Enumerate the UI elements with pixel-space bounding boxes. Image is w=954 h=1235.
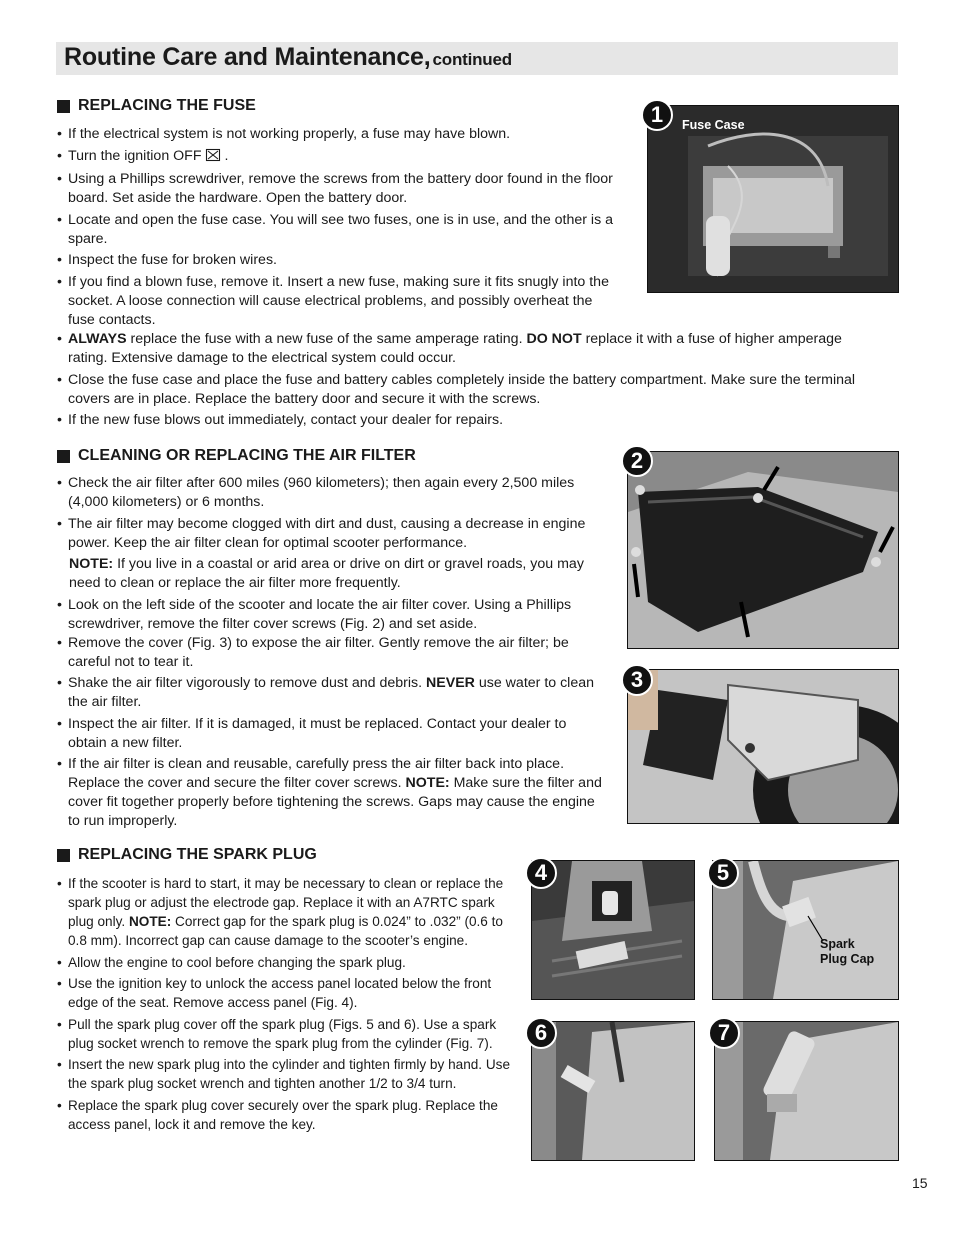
spark-plug-cap-label-line1: Spark: [820, 937, 855, 951]
figure-4-photo: [531, 860, 695, 1000]
emphasis-note: NOTE:: [128, 914, 172, 929]
list-item: [57, 125, 632, 144]
list-item: [57, 755, 603, 831]
ignition-off-icon: [205, 148, 221, 168]
list-item: [57, 974, 512, 1012]
list-item-text: Shake the air filter vigorously to remove dust and debris.: [68, 675, 427, 691]
list-item-text: If you find a blown fuse, remove it. Insert a new fuse, making sure it fits snugly into the socket. A loose connection will cause electrical problems, and possibly overheat the fuse contacts.: [68, 273, 609, 328]
figure-1-number: 1: [641, 99, 673, 131]
figure-1-photo: [647, 105, 899, 293]
spark-plug-cap-label-line2: Plug Cap: [820, 952, 875, 966]
list-item: [57, 411, 867, 430]
fuse-case-label: Fuse Case: [682, 118, 745, 132]
list-item: [57, 371, 867, 409]
list-item: [57, 170, 632, 208]
list-item-text: Correct gap for the spark plug is 0.024” to .032” (0.6 to 0.8 mm). Incorrect gap can cause damage to the scooter’s engine.: [68, 914, 503, 948]
section-heading-spark-plug-text: REPLACING THE SPARK PLUG: [78, 846, 317, 863]
figure-4-number: 4: [525, 857, 557, 889]
figure-7-photo: [714, 1021, 899, 1161]
list-item-text: Inspect the fuse for broken wires.: [68, 252, 277, 268]
access-panel-illustration: [532, 861, 694, 999]
section-heading-air-filter: [57, 447, 416, 465]
list-item: [57, 634, 603, 672]
list-item-text: replace it with a fuse of higher amperage rating. Extensive damage to the electrical system could occur.: [68, 331, 842, 366]
page-number: 15: [912, 1175, 928, 1191]
list-item-text: replace the fuse with a new fuse of the same amperage rating.: [126, 331, 527, 347]
page-header: [56, 42, 898, 75]
figure-6-number: 6: [525, 1017, 557, 1049]
list-item: [57, 953, 512, 972]
list-item: [57, 1015, 512, 1053]
list-item-text: Look on the left side of the scooter and locate the air filter cover. Using a Phillips screwdriver, remove the filter cover screws (Fig. 2) and set aside.: [68, 596, 572, 632]
note-label: NOTE:: [69, 556, 114, 572]
figure-5-number: 5: [707, 857, 739, 889]
list-item: [57, 715, 603, 753]
list-item: [57, 251, 632, 270]
list-item-text: If the air filter is clean and reusable, carefully press the air filter back into place. Replace the cover and secure the filter cover screws.: [68, 756, 565, 791]
section-bullet-square: [57, 100, 70, 113]
list-item-text: If the new fuse blows out immediately, contact your dealer for repairs.: [68, 412, 504, 428]
figure-2-photo: [627, 451, 899, 649]
list-item: [57, 515, 603, 553]
emphasis-do-not: DO NOT: [526, 331, 582, 347]
spark-plug-cover-removed-illustration: [532, 1022, 694, 1160]
list-item-text: If the scooter is hard to start, it may be necessary to clean or replace the spark plug or adjust the electrode gap. Replace it with an A7RTC spark plug only.: [68, 876, 504, 929]
emphasis-note: NOTE:: [405, 775, 450, 791]
list-item-note: [57, 555, 603, 593]
spark-plug-steps-list: [57, 874, 512, 1136]
list-item: [57, 211, 632, 249]
air-filter-exposed-illustration: [628, 670, 898, 823]
emphasis-always: ALWAYS: [68, 331, 127, 347]
list-item-text: Remove the cover (Fig. 3) to expose the air filter. Gently remove the air filter; be careful not to tear it.: [68, 634, 569, 670]
fuse-steps-list-b: [57, 330, 867, 433]
list-item-text: Close the fuse case and place the fuse and battery cables completely inside the battery compartment. Make sure the terminal covers are in place. Replace the battery door and secure it with the screws.: [68, 371, 856, 407]
figure-7-number: 7: [708, 1017, 740, 1049]
list-item-text: Insert the new spark plug into the cylinder and tighten firmly by hand. Use the spark plug socket wrench and tighten another 1/2 to 3/4 turn.: [68, 1057, 511, 1091]
air-filter-cover-illustration: [628, 452, 898, 648]
figure-5-photo: [712, 860, 899, 1000]
list-item-text: Replace the spark plug cover securely over the spark plug. Replace the access panel, lock it and remove the key.: [68, 1097, 498, 1132]
section-bullet-square: [57, 450, 70, 463]
list-item-text: Turn the ignition OFF: [68, 147, 202, 164]
list-item: [57, 330, 867, 368]
list-item-text: use water to clean the air filter.: [68, 675, 595, 710]
figure-6-photo: [531, 1021, 695, 1161]
spark-plug-cap-illustration: [713, 861, 898, 999]
list-item-text: The air filter may become clogged with dirt and dust, causing a decrease in engine power. Keep the air filter clean for optimal scooter performance.: [68, 515, 586, 551]
list-item: [57, 273, 613, 330]
list-item-text: If the electrical system is not working properly, a fuse may have blown.: [68, 126, 511, 142]
list-item-text: Inspect the air filter. If it is damaged, it must be replaced. Contact your dealer to obtain a new filter.: [68, 715, 567, 751]
spark-plug-socket-wrench-illustration: [715, 1022, 898, 1160]
list-item: [57, 596, 603, 634]
note-text: If you live in a coastal or arid area or drive on dirt or gravel roads, you may need to clean or replace the air filter more frequently.: [69, 556, 584, 591]
page-title-text: Routine Care and Maintenance,: [64, 43, 431, 71]
section-heading-fuse: [57, 97, 256, 115]
section-heading-spark-plug: [57, 846, 317, 864]
list-item-text: Use the ignition key to unlock the access panel located below the front edge of the seat. Remove access panel (Fig. 4).: [68, 976, 492, 1010]
list-item-text: Check the air filter after 600 miles (960 kilometers); then again every 2,500 miles (4,000 kilometers) or 6 months.: [68, 475, 575, 510]
list-item-text: Pull the spark plug cover off the spark plug (Figs. 5 and 6). Use a spark plug socket wrench to remove the spark plug from the cylinder (Fig. 7).: [68, 1016, 497, 1051]
list-item: [57, 674, 603, 712]
air-filter-steps-list: [57, 474, 603, 834]
emphasis-never: NEVER: [426, 675, 475, 691]
figure-3-number: 3: [621, 664, 653, 696]
section-bullet-square: [57, 849, 70, 862]
list-item: [57, 474, 603, 512]
list-item-text: Locate and open the fuse case. You will see two fuses, one is in use, and the other is a spare.: [68, 211, 614, 247]
figure-3-photo: [627, 669, 899, 824]
list-item: [57, 1055, 512, 1093]
list-item-text: Using a Phillips screwdriver, remove the screws from the battery door found in the floor board. Set aside the hardware. Open the battery door.: [68, 171, 613, 206]
list-item-suffix: .: [224, 147, 229, 164]
fuse-case-photo-illustration: [648, 106, 898, 292]
section-heading-air-filter-text: CLEANING OR REPLACING THE AIR FILTER: [78, 447, 416, 464]
page-title: [64, 43, 512, 72]
section-heading-fuse-text: REPLACING THE FUSE: [78, 97, 256, 114]
figure-2-number: 2: [621, 445, 653, 477]
list-item-text: Allow the engine to cool before changing the spark plug.: [68, 954, 406, 970]
spark-plug-cap-label: [820, 937, 874, 967]
page-title-continued: continued: [432, 50, 512, 69]
list-item: [57, 147, 632, 168]
list-item: [57, 874, 512, 950]
list-item: [57, 1096, 512, 1134]
fuse-steps-list-a: [57, 125, 632, 332]
list-item-text: Make sure the filter and cover fit together properly before tightening the screws. Gaps may cause the engine to run improperly.: [68, 775, 602, 829]
